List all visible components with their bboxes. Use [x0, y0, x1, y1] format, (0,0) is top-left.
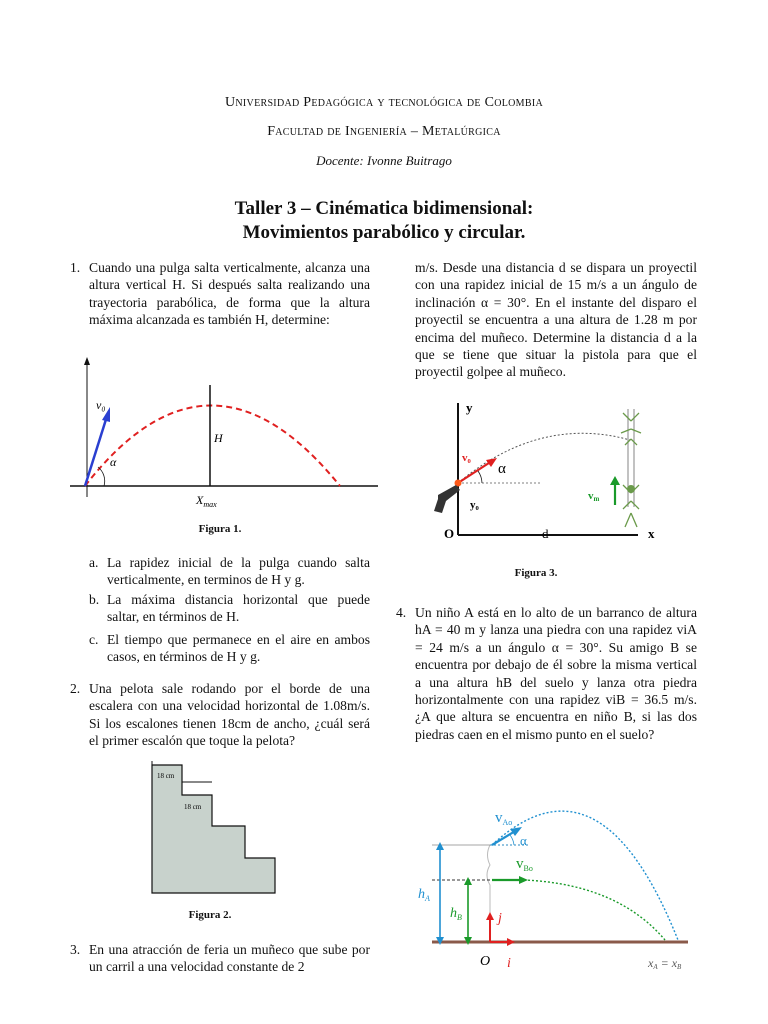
figure4-hB-label: $h_B$ [450, 906, 462, 922]
figure3-x-axis-label: x [648, 526, 655, 541]
figure4-hA-label: $h_A$ [418, 887, 430, 903]
figure2-caption: Figura 2. [188, 909, 232, 921]
figure3-y0-label: y₀ [470, 499, 479, 511]
figure4-origin-label: O [480, 954, 491, 969]
problem4-text: Un niño A está en lo alto de un barranco de altura hA = 40 m y lanza una piedra con una rapidez viA = 24 m/s a un ángulo α = 30°. Su amigo B se encuentra por debajo de él sobre la misma vertical a una altura hB del suelo y lanza otra piedra horizontalmente con una rapidez viB = 36.5 m/s. ¿A que altura se encuentra en niño B, si las dos piedras caen en el mismo punto en el suelo? [415, 605, 697, 742]
page-title-line1: Taller 3 – Cinématica bidimensional: [234, 198, 534, 219]
problem1-item-a: La rapidez inicial de la pulga cuando salta verticalmente, en terminos de H y g. [107, 555, 370, 588]
faculty-name: Facultad de Ingeniería – Metalúrgica [267, 124, 501, 139]
figure1-alpha-label: α [110, 455, 117, 469]
problem1-item-b: La máxima distancia horizontal que puede saltar, en términos de H. [107, 592, 370, 625]
problem3-text-right: m/s. Desde una distancia d se dispara un proyectil con una rapidez inicial de 15 m/s a un ángulo de inclinación α = 30°. En el instante del disparo el proyectil se encuentra a una altura de 1.28 m por encima del muñeco. Determine la distancia d a la que se tiene que situar la pistola para que el proyectil golpee al muñeco. [415, 260, 697, 380]
problem1-item-a-label: a. [89, 555, 99, 570]
figure4-vAo-label: $v_{Ao}$ [495, 810, 513, 827]
teacher-name: Docente: Ivonne Buitrago [316, 153, 452, 168]
problem4-number: 4. [396, 605, 407, 620]
university-name: Universidad Pedagógica y tecnológica de Colombia [224, 95, 543, 110]
figure4-xa-xb-label: xA = xB [648, 956, 682, 971]
figure2-label-top: 18 cm [157, 772, 175, 780]
problem1-text: Cuando una pulga salta verticalmente, alcanza una altura vertical H. Si después salta realizando una trayectoria parabólica, de forma que la altura máxima alcanzada es también H, determine: [89, 260, 370, 328]
figure1-xmax-label: $X_{max}$ [196, 493, 217, 509]
figure3-caption: Figura 3. [514, 567, 558, 579]
figure1-caption: Figura 1. [198, 523, 242, 535]
figure4-vBo-label: $v_{Bo}$ [516, 856, 533, 873]
problem2-number: 2. [70, 681, 81, 696]
figure4-j-label: j [498, 911, 502, 926]
problem3-number: 3. [70, 942, 81, 957]
problem2-text: Una pelota sale rodando por el borde de una escalera con una velocidad horizontal de 1.08m/s. Si los escalones tienen 18cm de ancho, ¿cuál será el primer escalón que toque la pelota? [89, 681, 370, 749]
figure1-H-label: H [214, 431, 223, 445]
figure3-diagram [420, 395, 670, 545]
problem3-text-left: En una atracción de feria un muñeco que sube por un carril a una velocidad constante de 2 [89, 942, 370, 975]
problem1-number: 1. [70, 260, 81, 275]
figure4-alpha-label: α [520, 833, 527, 848]
problem1-item-c-label: c. [89, 632, 99, 647]
figure3-alpha-label: α [498, 461, 506, 477]
figure3-d-label: d [542, 526, 549, 541]
problem1-item-b-label: b. [89, 592, 100, 607]
figure3-vm-label: vm [588, 490, 600, 503]
figure2-label-side: 18 cm [184, 803, 202, 811]
figure3-y-axis-label: y [466, 400, 473, 415]
figure4-i-label: i [507, 956, 511, 971]
problem1-item-c: El tiempo que permanece en el aire en ambos casos, en términos de H y g. [107, 632, 370, 665]
figure4-diagram [410, 795, 710, 980]
figure3-v0-label: v₀ [462, 452, 471, 464]
figure3-origin-label: O [444, 526, 455, 541]
page-title-line2: Movimientos parabólico y circular. [242, 222, 526, 243]
figure1-v0-label: v₀ [96, 398, 106, 412]
